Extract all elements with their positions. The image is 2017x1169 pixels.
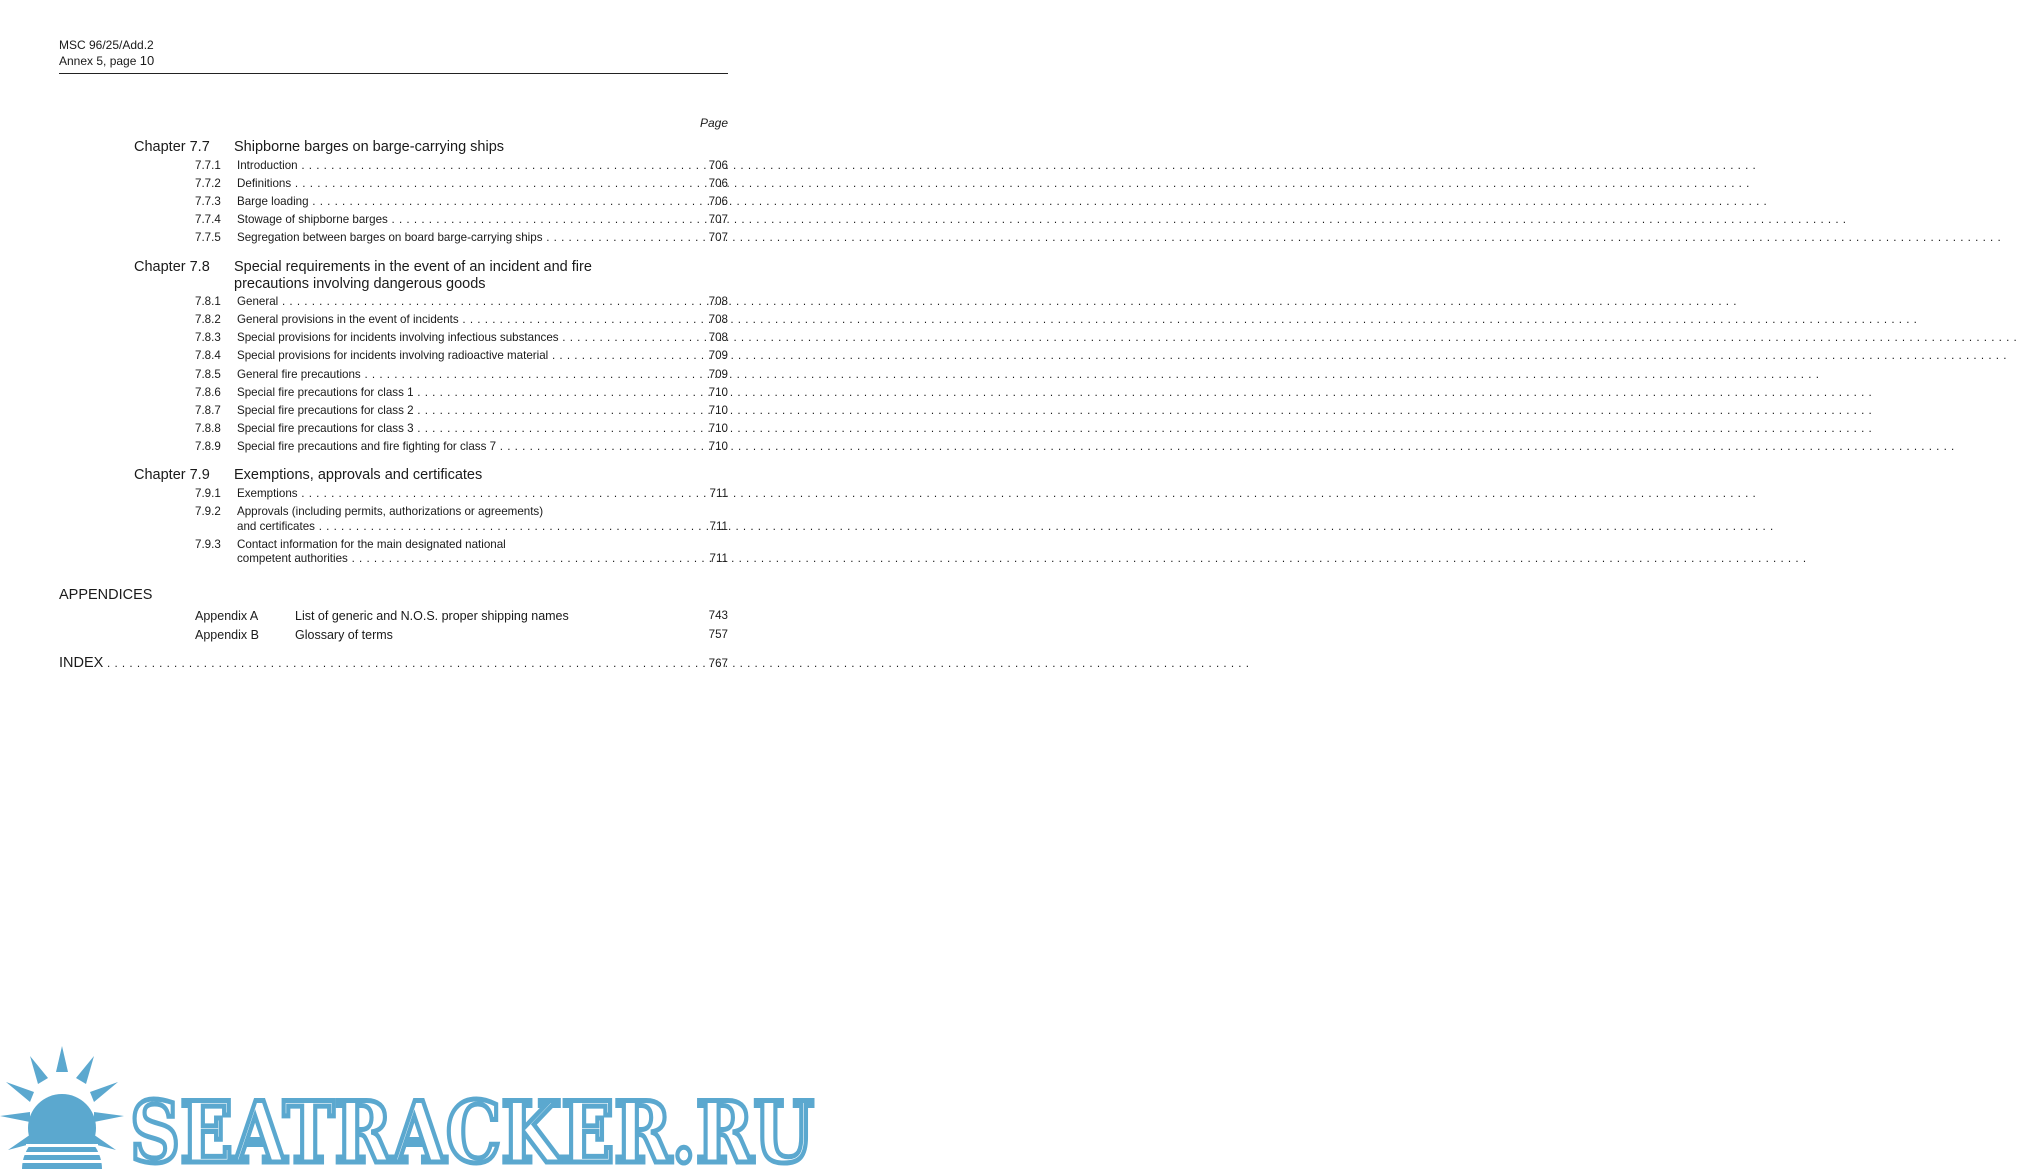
- section-number: 7.7.3: [195, 195, 221, 208]
- page-number: 710: [708, 440, 728, 453]
- section-number: 7.8.4: [195, 349, 221, 362]
- toc-entry-link[interactable]: [237, 213, 651, 227]
- page-number: 711: [709, 552, 728, 565]
- toc-entry-link[interactable]: [295, 628, 651, 642]
- annex-page-line: [59, 53, 154, 69]
- header-page-number: 10: [139, 53, 155, 68]
- header-rule: [59, 73, 728, 74]
- watermark: [0, 1040, 826, 1169]
- section-number: 7.9.3: [195, 538, 221, 551]
- toc-entry-link[interactable]: [237, 422, 651, 436]
- toc-entry-link[interactable]: [237, 404, 651, 418]
- section-number: 7.7.2: [195, 177, 221, 190]
- toc-entry-link[interactable]: [237, 159, 651, 173]
- section-title: General provisions in the event of incidents . . .: [237, 313, 1917, 326]
- section-number: 7.8.6: [195, 386, 221, 399]
- chapter-title: [234, 259, 654, 293]
- appendix-label: Appendix A: [195, 609, 259, 623]
- section-title: and certificates . . .: [237, 520, 1774, 533]
- chapter-label: Chapter 7.8: [134, 259, 210, 275]
- section-title: Special fire precautions for class 3 . . .: [237, 422, 1872, 435]
- toc-entry-link[interactable]: [237, 487, 651, 501]
- section-title: Definitions . . .: [237, 177, 1750, 190]
- appendix-label: Appendix B: [195, 628, 259, 642]
- page-number: 711: [709, 520, 728, 533]
- section-title: Introduction . . .: [237, 159, 1756, 172]
- watermark-text: SEATRACKER.RU: [130, 1083, 814, 1169]
- appendix-title: List of generic and N.O.S. proper shipping names: [295, 609, 569, 623]
- toc-entry-link[interactable]: [237, 295, 651, 309]
- page-number: 706: [708, 159, 728, 172]
- page-number: 710: [708, 386, 728, 399]
- toc-entry-link[interactable]: [237, 195, 651, 209]
- sun-logo-icon: [0, 1046, 124, 1169]
- section-title: Exemptions . . .: [237, 487, 1756, 500]
- section-number: 7.8.1: [195, 295, 221, 308]
- page-number: 710: [708, 404, 728, 417]
- toc-entry-link[interactable]: [237, 331, 651, 345]
- section-number: 7.8.8: [195, 422, 221, 435]
- page-column-label: Page: [699, 116, 728, 130]
- section-title-line: Approvals (including permits, authorizations or agreements): [237, 505, 544, 518]
- toc-entry-link[interactable]: [295, 609, 651, 623]
- page-number: 706: [708, 195, 728, 208]
- section-title: Special fire precautions and fire fighting for class 7 . . .: [237, 440, 1955, 453]
- page-number: 743: [708, 609, 728, 622]
- page-number: 710: [708, 422, 728, 435]
- page-number: 767: [708, 657, 728, 670]
- section-title-line: Contact information for the main designated national: [237, 538, 506, 551]
- section-title: Stowage of shipborne barges . . .: [237, 213, 1847, 226]
- section-number: 7.8.9: [195, 440, 221, 453]
- page-number: 708: [708, 331, 728, 344]
- page-number: 757: [708, 628, 728, 641]
- section-title: Barge loading . . .: [237, 195, 1767, 208]
- section-title: Special provisions for incidents involving radioactive material . . .: [237, 349, 2007, 362]
- toc-entry-link[interactable]: [237, 349, 651, 363]
- toc-entry-link[interactable]: [237, 368, 651, 382]
- section-number: 7.7.1: [195, 159, 221, 172]
- section-number: 7.8.5: [195, 368, 221, 381]
- toc-entry-link[interactable]: [237, 520, 651, 534]
- toc-entry-link[interactable]: [237, 177, 651, 191]
- section-title: General fire precautions . . .: [237, 368, 1819, 381]
- chapter-title-line: precautions involving dangerous goods: [234, 276, 486, 292]
- toc-entry-link[interactable]: [237, 386, 651, 400]
- page-number: 708: [708, 313, 728, 326]
- chapter-title: Exemptions, approvals and certificates: [234, 467, 483, 483]
- page-number: 706: [708, 177, 728, 190]
- page-number: 711: [709, 487, 728, 500]
- appendix-title: Glossary of terms: [295, 628, 393, 642]
- toc-entry-link[interactable]: [237, 552, 651, 566]
- section-title: Special fire precautions for class 1 . . .: [237, 386, 1872, 399]
- section-title: General . . .: [237, 295, 1737, 308]
- section-number: 7.8.2: [195, 313, 221, 326]
- section-number: 7.8.3: [195, 331, 221, 344]
- section-number: 7.7.5: [195, 231, 221, 244]
- annex-label: Annex 5, page: [59, 54, 137, 68]
- chapter-title-line: Special requirements in the event of an incident and fire: [234, 259, 592, 275]
- toc-entry-link[interactable]: [237, 231, 651, 245]
- toc-entry-link[interactable]: [237, 440, 651, 454]
- running-header: [59, 38, 154, 69]
- section-number: 7.8.7: [195, 404, 221, 417]
- chapter-label: Chapter 7.9: [134, 467, 210, 483]
- page-number: 707: [708, 213, 728, 226]
- toc-entry-link[interactable]: [59, 655, 651, 672]
- page-number: 707: [708, 231, 728, 244]
- doc-reference: MSC 96/25/Add.2: [59, 38, 154, 52]
- section-number: 7.9.2: [195, 505, 221, 518]
- page-number: 709: [708, 368, 728, 381]
- index-label: INDEX . . .: [59, 655, 1249, 671]
- section-title: competent authorities . . .: [237, 552, 1807, 565]
- chapter-label: Chapter 7.7: [134, 139, 210, 155]
- appendices-heading: APPENDICES: [59, 587, 153, 603]
- section-title: Special fire precautions for class 2 . . .: [237, 404, 1872, 417]
- section-title: Segregation between barges on board barge-carrying ships . . .: [237, 231, 2001, 244]
- chapter-title: Shipborne barges on barge-carrying ships: [234, 139, 505, 155]
- section-title: Special provisions for incidents involving infectious substances . . .: [237, 331, 2017, 344]
- section-number: 7.7.4: [195, 213, 221, 226]
- page-number: 709: [708, 349, 728, 362]
- toc-entry-link[interactable]: [237, 313, 651, 327]
- section-number: 7.9.1: [195, 487, 221, 500]
- page-number: 708: [708, 295, 728, 308]
